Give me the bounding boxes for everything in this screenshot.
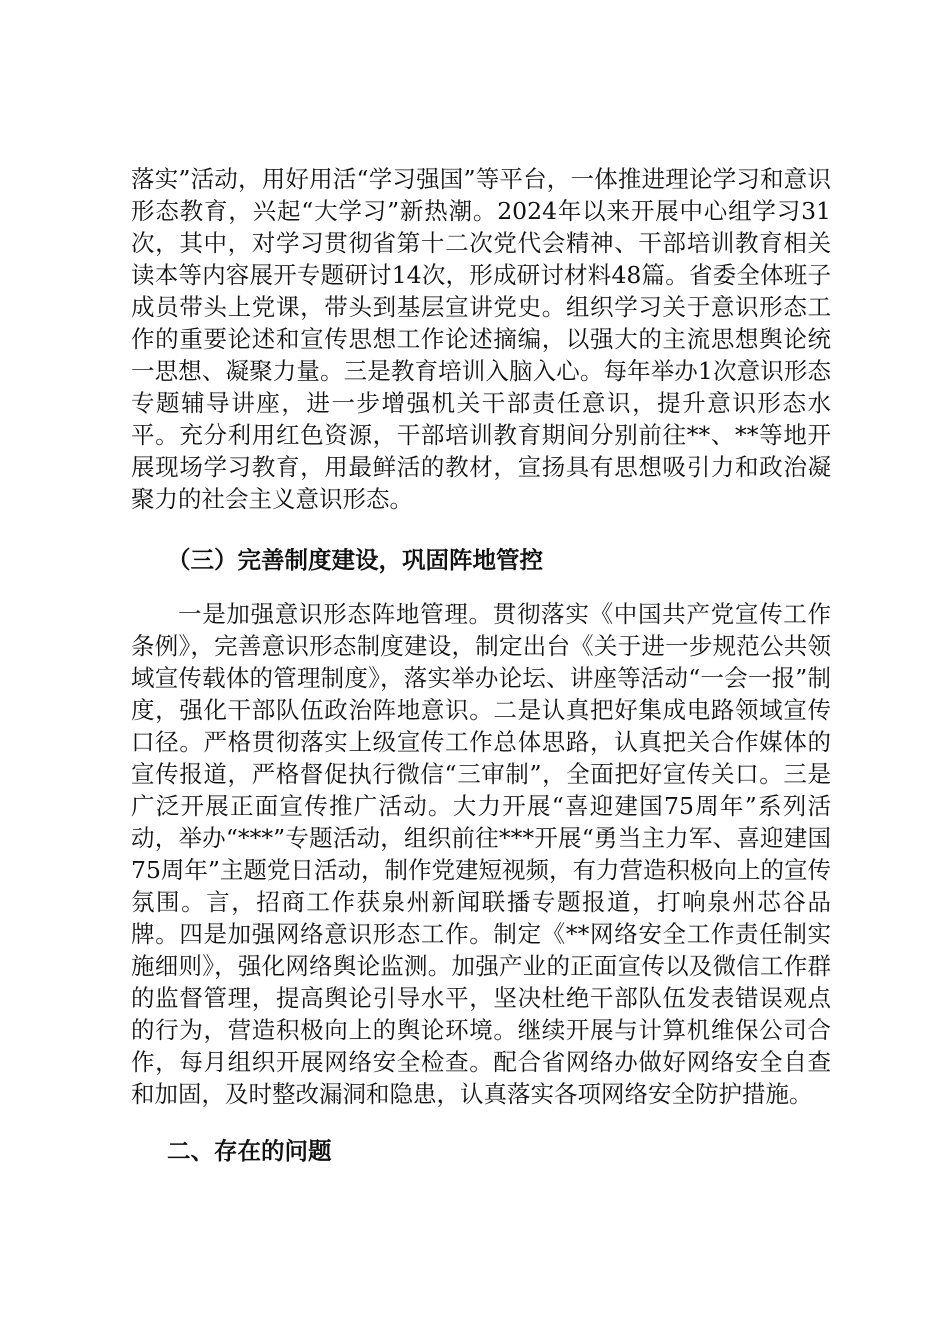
body-paragraph-continued: 落实”活动，用好用活“学习强国”等平台，一体推进理论学习和意识形态教育，兴起“大学习”新热潮。2024年以来开展中心组学习31次，其中，对学习贯彻省第十二次党代会精神、干部培训教育相关读本等内容展开专题研讨14次，形成研讨材料48篇。省委全体班子成员带头上党课，带头到基层宣讲党史。组织学习关于意识形态工作的重要论述和宣传思想工作论述摘编，以强大的主流思想舆论统一思想、凝聚力量。三是教育培训入脑入心。每年举办1次意识形态专题辅导讲座，进一步增强机关干部责任意识，提升意识形态水平。充分利用红色资源，干部培训教育期间分别前往**、**等地开展现场学习教育，用最鲜活的教材，宣扬具有思想吸引力和政治凝聚力的社会主义意识形态。 — [131, 165, 831, 513]
section-heading-problems: 二、存在的问题 — [167, 1137, 332, 1165]
body-paragraph-system-building: 一是加强意识形态阵地管理。贯彻落实《中国共产党宣传工作条例》，完善意识形态制度建设，制定出台《关于进一步规范公共领域宣传载体的管理制度》，落实举办论坛、讲座等活动“一会一报”制度，强化干部队伍政治阵地意识。二是认真把好集成电路领域宣传口径。严格贯彻落实上级宣传工作总体思路，认真把关合作媒体的宣传报道，严格督促执行微信“三审制”，全面把好宣传关口。三是广泛开展正面宣传推广活动。大力开展“喜迎建国75周年”系列活动，举办“***”专题活动，组织前往***开展“勇当主力军、喜迎建国75周年”主题党日活动，制作党建短视频，有力营造积极向上的宣传氛围。言，招商工作获泉州新闻联播专题报道，打响泉州芯谷品牌。四是加强网络意识形态工作。制定《**网络安全工作责任制实施细则》，强化网络舆论监测。加强产业的正面宣传以及微信工作群的监督管理，提高舆论引导水平，坚决杜绝干部队伍发表错误观点的行为，营造积极向上的舆论环境。继续开展与计算机维保公司合作，每月组织开展网络安全检查。配合省网络办做好网络安全自查和加固，及时整改漏洞和隐患，认真落实各项网络安全防护措施。 — [131, 600, 831, 1108]
section-heading-three: （三）完善制度建设，巩固阵地管控 — [167, 546, 543, 574]
document-body — [131, 163, 831, 1167]
